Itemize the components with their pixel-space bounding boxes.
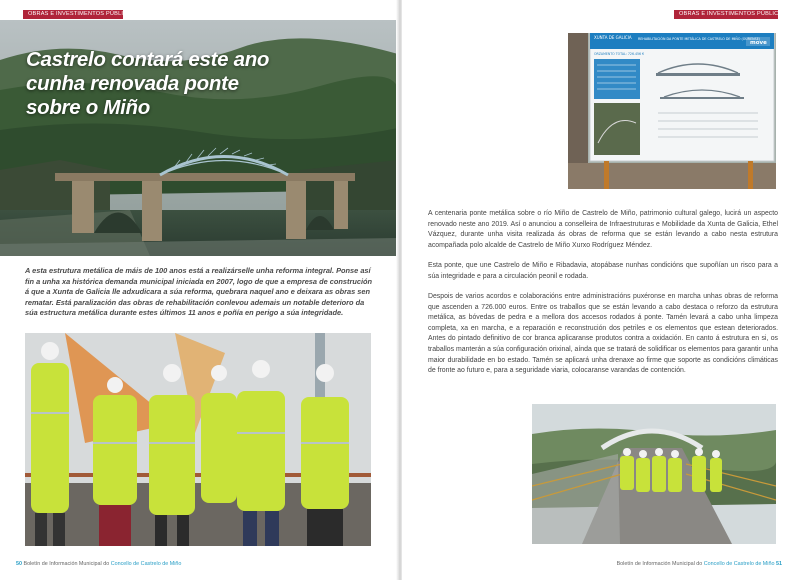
left-page (0, 0, 398, 580)
footer-text: Boletín de Información Municipal do (23, 561, 111, 567)
board-logo: move (750, 40, 767, 46)
title-line: sobre o Miño (26, 96, 150, 119)
footer-publisher: Concello de Castrelo de Miño (703, 561, 775, 567)
page-footer (617, 561, 782, 567)
right-page (402, 0, 800, 580)
lead-paragraph: A esta estrutura metálica de máis de 100 anos está a realizárselle unha reforma integral. Ponse así fin a unha xa histórica demanda municipal iniciada en 2007, logo de que a empresa de construción á que a Xunta de Galicia lle adxudicara a súa reforma, quebrara naquel ano e deixara as obras sen rematar. Está paralización das obras de rehabilitación conlevou ademais un notable deterioro da súa estructura metálica durante estes últimos 11 anos e poñía en perigo a súa integridade. (25, 266, 373, 318)
hero-photo (0, 20, 398, 256)
title-line: Castrelo contará este ano (26, 48, 270, 71)
board-brand: XUNTA DE GALICIA (594, 35, 632, 40)
bridge-deck-photo (532, 404, 776, 544)
group-photo (25, 333, 371, 546)
deck-illustration (532, 404, 776, 544)
page-title (26, 48, 326, 120)
page-number: 50 (16, 561, 22, 567)
info-board-photo (568, 33, 776, 189)
page-number: 51 (776, 561, 782, 567)
board-heading: REHABILITACIÓN DA PONTE METÁLICA DE CASTRELO DE MIÑO (OURENSE) (638, 37, 761, 41)
board-illustration (568, 33, 776, 189)
officials-photo-illustration (25, 333, 371, 546)
footer-text: Boletín de Información Municipal do (616, 561, 704, 567)
section-tag: OBRAS E INVESTIMENTOS PÚBLICOS (674, 10, 778, 19)
page-footer (16, 561, 181, 567)
footer-publisher: Concello de Castrelo de Miño (110, 561, 182, 567)
body-paragraph: Esta ponte, que une Castrelo de Miño e Ribadavia, atopábase nunhas condicións que supoñían un risco para a súa integridade e para a circulación peonil e rodada. (428, 262, 778, 280)
body-paragraph: A centenaria ponte metálica sobre o río Miño de Castrelo de Miño, patrimonio cultural galego, lucirá un aspecto renovado neste ano 2019. Así o anunciou a conselleira de Infraestruturas e Mobilidade da Xunta de Galicia, Ethel Vázquez, durante unha visita realizada ás obras de reforma que se están levando a cabo nesta estrutura acompañada polo alcalde de Castrelo de Miño Xurxo Rodríguez Méndez. (428, 210, 778, 249)
title-line: cunha renovada ponte (26, 72, 239, 95)
section-tag: OBRAS E INVESTIMENTOS PÚBLICOS (23, 10, 123, 19)
body-paragraph: Despois de varios acordos e colaboracións entre administracións puxéronse en marcha unhas obras de reforma que ascenden a 726.000 euros. Entre os traballos que se están levando a cabo destaca o reforzo da estrutura metálica, as bóvedas de pedra e a mellora dos accesos rodados á ponte. Tamén levará a cabo unha limpeza completa, xa en marcha, e a reparación e reconstrución dos petriles e os elementos que estean deteriorados. Antes do pintado definitivo de cor branca aplicaranse produtos contra a oxidación. En canto á estrutura en si, os traballos manterán a súa configuración orixinal, aínda que se tratará de solidificar os elementos para garantir unha maior durabilidade en bo estado. Tamén se aplicará unha drenaxe ao firme que soporte as condicións climáticas de fronte ao futuro e, para a seguridade viaria, colocaranse varandas de contención. (428, 293, 778, 375)
board-budget: ORZAMENTO TOTAL: 726.456 € (594, 52, 645, 56)
